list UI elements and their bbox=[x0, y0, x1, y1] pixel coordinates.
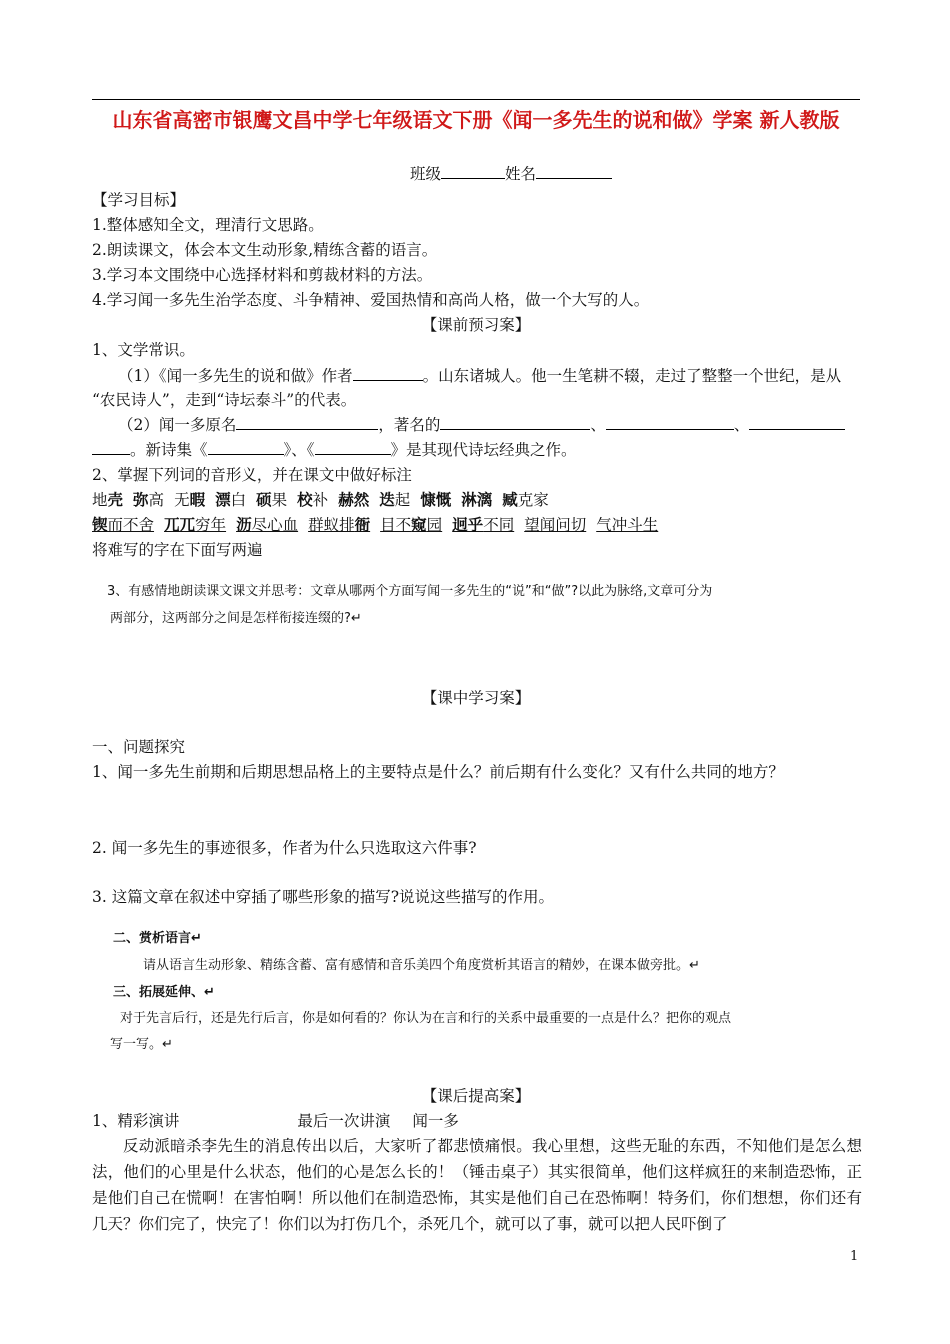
name-blank[interactable] bbox=[536, 164, 612, 179]
vocab-word: 臧克家 bbox=[502, 490, 549, 509]
speech-title: 最后一次讲演 bbox=[297, 1112, 391, 1130]
preview-heading: 【课前预习案】 bbox=[421, 316, 531, 334]
after-item1-label: 1、精彩演讲 bbox=[92, 1112, 180, 1130]
class-name-line bbox=[410, 163, 612, 185]
vocab-word: 气冲斗生 bbox=[596, 516, 659, 534]
objective-item: 2.朗读课文，体会本文生动形象,精练含蓄的语言。 bbox=[92, 241, 438, 259]
preview-q1: 1、文学常识。 bbox=[92, 341, 195, 359]
inclass-heading: 【课中学习案】 bbox=[421, 689, 531, 707]
vocab-word: 沥尽心血 bbox=[236, 515, 299, 534]
vocab-word: 赫然 bbox=[338, 490, 370, 509]
vocab-row-1 bbox=[92, 489, 559, 511]
preview-q3-line2: 两部分，这两部分之间是怎样衔接连缀的?↵ bbox=[110, 611, 362, 626]
vocab-word: 漂白 bbox=[215, 490, 247, 509]
poetry-blank-2[interactable] bbox=[315, 440, 391, 455]
q1-1-text-b: 。山东诸城人。他一生笔耕不辍，走过了整整一个世纪，是从 bbox=[422, 367, 842, 385]
vocab-row-2 bbox=[92, 514, 668, 536]
q1-2-text-f: 》、《 bbox=[283, 441, 315, 459]
preview-q1-2 bbox=[118, 414, 845, 436]
inclass-part3-line1: 对于先言后行，还是先行后言，你是如何看的？你认为在言和行的关系中最重要的一点是什么？把你的观点 bbox=[120, 1011, 732, 1026]
vocab-word: 望闻问切 bbox=[524, 516, 587, 534]
preview-q1-2-cont bbox=[92, 439, 577, 461]
inclass-part3: 三、拓展延伸、↵ bbox=[113, 985, 215, 1000]
objective-item: 4.学习闻一多先生治学态度、斗争精神、爱国热情和高尚人格，做一个大写的人。 bbox=[92, 291, 650, 309]
name-label: 姓名 bbox=[505, 165, 537, 183]
vocab-word: 迥乎不同 bbox=[452, 515, 515, 534]
poetry-blank-1[interactable] bbox=[208, 440, 284, 455]
page-number: 1 bbox=[850, 1249, 859, 1264]
vocab-word: 兀兀穷年 bbox=[164, 515, 227, 534]
identity-blank-3[interactable] bbox=[749, 415, 845, 430]
original-name-blank[interactable] bbox=[236, 415, 378, 430]
vocab-word: 无暇 bbox=[174, 490, 206, 509]
vocab-word: 锲而不舍 bbox=[92, 515, 155, 534]
vocab-word: 目不窥园 bbox=[380, 515, 443, 534]
vocab-word: 淋漓 bbox=[461, 490, 493, 509]
class-label: 班级 bbox=[410, 165, 442, 183]
vocab-word: 硕果 bbox=[256, 490, 288, 509]
q1-2-sep-1: 、 bbox=[590, 416, 606, 434]
document-title: 山东省高密市银鹰文昌中学七年级语文下册《闻一多先生的说和做》学案 新人教版 bbox=[112, 108, 840, 132]
vocab-word: 弥高 bbox=[133, 490, 165, 509]
preview-q1-1 bbox=[118, 365, 841, 387]
objectives-heading: 【学习目标】 bbox=[92, 191, 186, 209]
top-rule bbox=[92, 99, 860, 100]
q1-2-text-b: ，著名的 bbox=[378, 416, 441, 434]
inclass-q1: 1、闻一多先生前期和后期思想品格上的主要特点是什么？前后期有什么变化？又有什么共同的地方？ bbox=[92, 763, 784, 781]
class-blank[interactable] bbox=[441, 164, 505, 179]
inclass-q2: 2. 闻一多先生的事迹很多，作者为什么只选取这六件事? bbox=[92, 839, 477, 857]
preview-q3-line1: 3、有感情地朗读课文课文并思考：文章从哪两个方面写闻一多先生的“说”和“做”?以此为脉络,文章可分为 bbox=[107, 584, 713, 599]
speech-paragraph: 反动派暗杀李先生的消息传出以后，大家听了都悲愤痛恨。我心里想，这些无耻的东西，不知他们是怎么想法，他们的心里是什么状态，他们的心是怎么长的！（锤击桌子）其实很简单，他们这样疯狂的来制造恐怖，正是他们自己在慌啊！在害怕啊！所以他们在制造恐怖，其实是他们自己在恐怖啊！特务们，你们想想，你们还有几天？你们完了，快完了！你们以为打伤几个，杀死几个，就可以了事，就可以把人民吓倒了 bbox=[92, 1137, 862, 1233]
q1-2-sep-2: 、 bbox=[733, 416, 750, 434]
identity-blank-1[interactable] bbox=[440, 415, 590, 430]
q1-2-text-g: 》是其现代诗坛经典之作。 bbox=[390, 441, 577, 459]
vocab-word: 校补 bbox=[297, 490, 329, 509]
inclass-part2-text: 请从语言生动形象、精练含蓄、富有感情和音乐美四个角度赏析其语言的精妙，在课本做旁批。↵ bbox=[143, 958, 700, 973]
vocab-word: 慷慨 bbox=[420, 490, 452, 509]
identity-blank-2[interactable] bbox=[606, 415, 734, 430]
q1-1-text-a: （1）《闻一多先生的说和做》作者 bbox=[118, 367, 353, 385]
speech-author: 闻一多 bbox=[412, 1112, 459, 1130]
vocab-word: 地壳 bbox=[92, 490, 124, 509]
identity-blank-3-cont[interactable] bbox=[92, 440, 130, 455]
copy-note: 将难写的字在下面写两遍 bbox=[92, 541, 263, 559]
objective-item: 1.整体感知全文，理清行文思路。 bbox=[92, 216, 324, 234]
preview-q2: 2、掌握下列词的音形义，并在课文中做好标注 bbox=[92, 466, 412, 484]
inclass-part1: 一、问题探究 bbox=[92, 738, 186, 756]
inclass-part2: 二、赏析语言↵ bbox=[113, 931, 202, 946]
q1-2-text-e: 。新诗集《 bbox=[130, 441, 208, 459]
objective-item: 3.学习本文围绕中心选择材料和剪裁材料的方法。 bbox=[92, 266, 433, 284]
inclass-part3-line2: 写一写。↵ bbox=[110, 1037, 173, 1052]
q1-2-text-a: （2）闻一多原名 bbox=[118, 416, 237, 434]
author-blank[interactable] bbox=[353, 366, 423, 381]
after-heading: 【课后提高案】 bbox=[421, 1087, 531, 1105]
inclass-q3: 3. 这篇文章在叙述中穿插了哪些形象的描写?说说这些描写的作用。 bbox=[92, 888, 555, 906]
preview-q1-1-cont: “农民诗人”，走到“诗坛泰斗”的代表。 bbox=[92, 391, 357, 409]
vocab-word: 迭起 bbox=[379, 490, 411, 509]
vocab-word: 群蚁排衙 bbox=[308, 515, 371, 534]
after-item1 bbox=[92, 1110, 459, 1132]
